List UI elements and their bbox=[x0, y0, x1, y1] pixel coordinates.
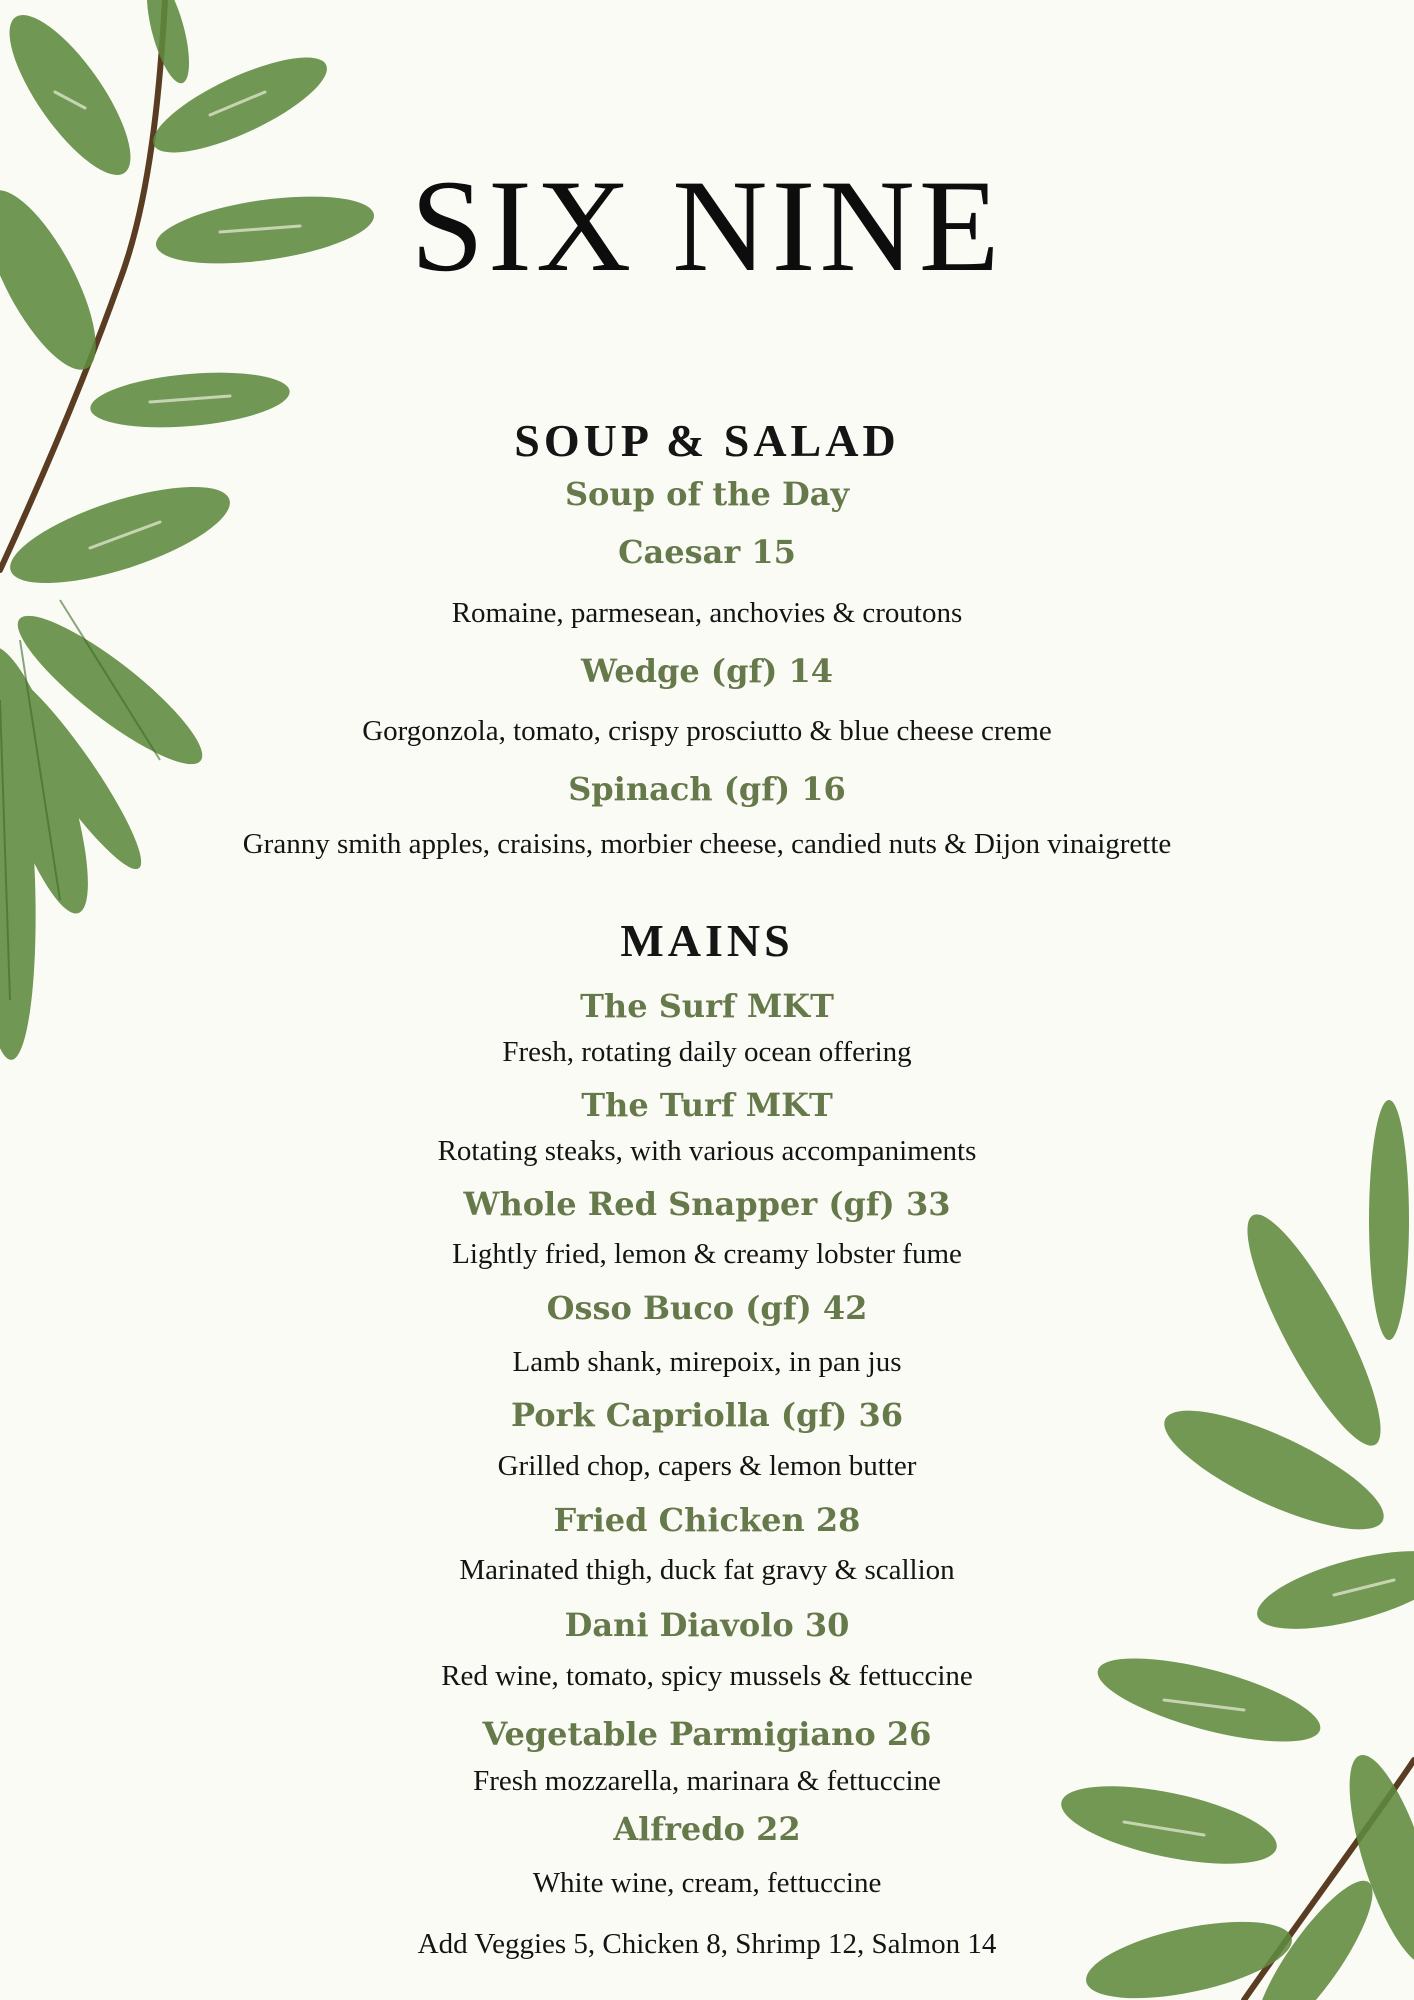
menu-item-vegetable-parmigiano-description: Fresh mozzarella, marinara & fettuccine bbox=[473, 1765, 941, 1797]
menu-item-fried-chicken-description: Marinated thigh, duck fat gravy & scallion bbox=[459, 1554, 955, 1586]
menu-item-spinach: Spinach (gf) 16 bbox=[568, 770, 846, 808]
menu-item-dani-diavolo: Dani Diavolo 30 bbox=[564, 1606, 850, 1644]
menu-item-whole-red-snapper: Whole Red Snapper (gf) 33 bbox=[463, 1185, 951, 1223]
menu-item-wedge-description: Gorgonzola, tomato, crispy prosciutto & blue cheese creme bbox=[362, 715, 1052, 747]
menu-item-the-turf: The Turf MKT bbox=[581, 1086, 833, 1124]
restaurant-name: SIX NINE bbox=[410, 152, 1004, 299]
menu-item-the-surf-description: Fresh, rotating daily ocean offering bbox=[502, 1036, 912, 1068]
menu-item-osso-buco: Osso Buco (gf) 42 bbox=[546, 1289, 868, 1327]
menu-item-pork-capriolla-description: Grilled chop, capers & lemon butter bbox=[497, 1450, 917, 1482]
menu-item-alfredo-description: White wine, cream, fettuccine bbox=[532, 1867, 882, 1899]
menu-item-alfredo: Alfredo 22 bbox=[613, 1810, 801, 1848]
menu-item-osso-buco-description: Lamb shank, mirepoix, in pan jus bbox=[512, 1346, 902, 1378]
menu-item-fried-chicken: Fried Chicken 28 bbox=[553, 1501, 861, 1539]
menu-item-the-surf: The Surf MKT bbox=[580, 987, 834, 1025]
menu-item-soup-of-the-day: Soup of the Day bbox=[564, 475, 850, 513]
addons-line: Add Veggies 5, Chicken 8, Shrimp 12, Salmon 14 bbox=[417, 1928, 997, 1960]
menu-item-wedge: Wedge (gf) 14 bbox=[580, 652, 834, 690]
menu-item-dani-diavolo-description: Red wine, tomato, spicy mussels & fettuccine bbox=[441, 1660, 973, 1692]
menu-item-caesar-description: Romaine, parmesean, anchovies & croutons bbox=[451, 597, 963, 629]
section-heading-soup-salad: SOUP & SALAD bbox=[514, 415, 900, 466]
menu-item-vegetable-parmigiano: Vegetable Parmigiano 26 bbox=[482, 1715, 932, 1753]
menu-item-the-turf-description: Rotating steaks, with various accompaniments bbox=[437, 1135, 977, 1167]
section-heading-mains: MAINS bbox=[620, 915, 794, 966]
menu-item-spinach-description: Granny smith apples, craisins, morbier cheese, candied nuts & Dijon vinaigrette bbox=[242, 828, 1172, 860]
menu-item-caesar: Caesar 15 bbox=[618, 533, 796, 571]
menu-item-pork-capriolla: Pork Capriolla (gf) 36 bbox=[511, 1396, 903, 1434]
menu-item-whole-red-snapper-description: Lightly fried, lemon & creamy lobster fume bbox=[452, 1238, 962, 1270]
